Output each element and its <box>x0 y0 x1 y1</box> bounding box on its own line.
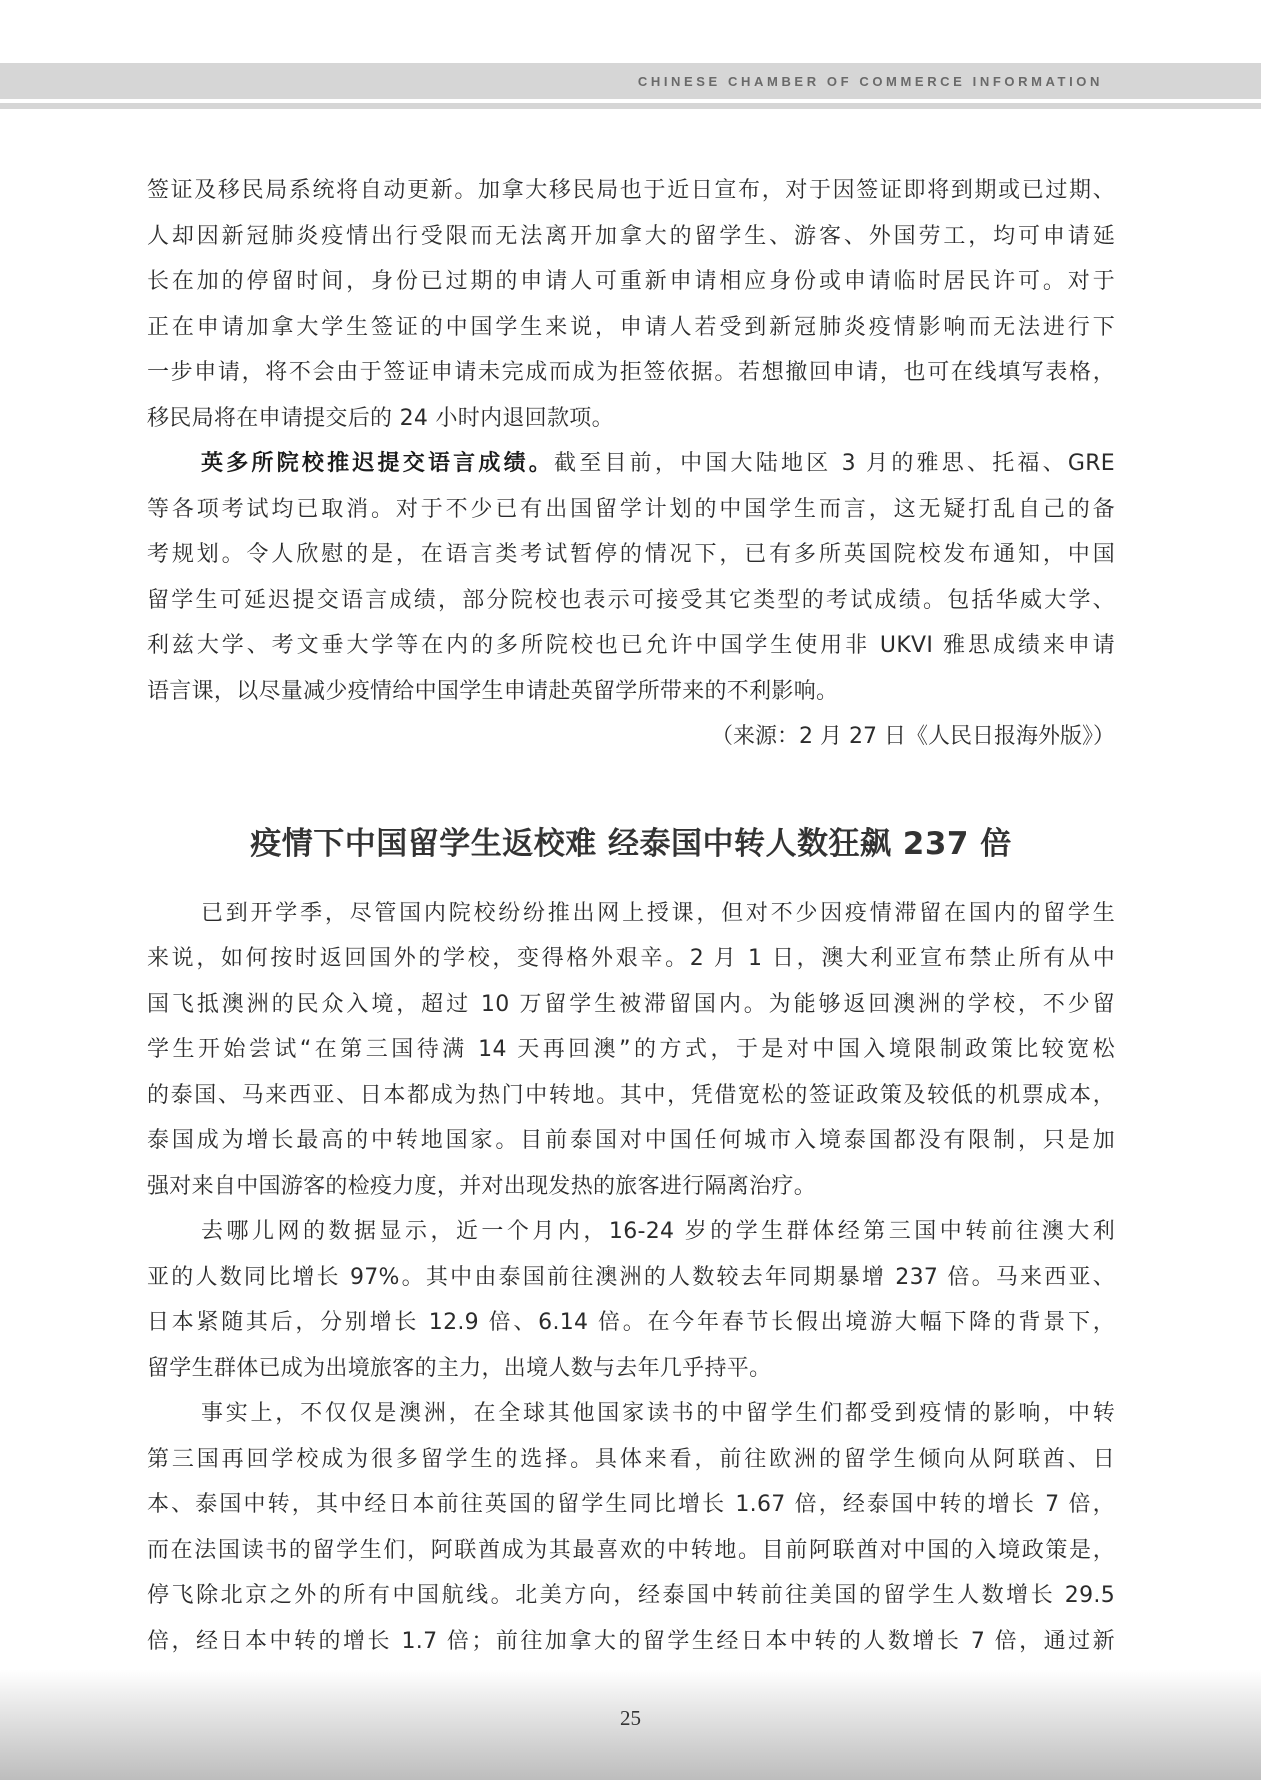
text-line: 人却因新冠肺炎疫情出行受限而无法离开加拿大的留学生、游客、外国劳工，均可申请延 <box>147 223 1115 249</box>
text-line <box>147 441 1115 487</box>
text-line: 留学生群体已成为出境旅客的主力，出境人数与去年几乎持平。 <box>147 1355 772 1381</box>
text-line: 泰国成为增长最高的中转地国家。目前泰国对中国任何城市入境泰国都没有限制，只是加 <box>147 1128 1115 1153</box>
text-line: 本、泰国中转，其中经日本前往英国的留学生同比增长 1.67 倍，经泰国中转的增长 7 倍， <box>147 1492 1115 1517</box>
text-line: 正在申请加拿大学生签证的中国学生来说，申请人若受到新冠肺炎疫情影响而无法进行下 <box>147 314 1115 340</box>
text-line: 强对来自中国游客的检疫力度，并对出现发热的旅客进行隔离治疗。 <box>147 1173 817 1199</box>
text-line: 国飞抵澳洲的民众入境，超过 10 万留学生被滞留国内。为能够返回澳洲的学校，不少留 <box>147 991 1115 1017</box>
text-line: 日本紧随其后，分别增长 12.9 倍、6.14 倍。在今年春节长假出境游大幅下降的背景下， <box>147 1310 1115 1335</box>
paragraph-article-1 <box>147 891 1115 1210</box>
text-line: 移民局将在申请提交后的 24 小时内退回款项。 <box>147 405 614 431</box>
text-line: 等各项考试均已取消。对于不少已有出国留学计划的中国学生而言，这无疑打乱自己的备 <box>147 496 1115 522</box>
text-line: 考规划。令人欣慰的是，在语言类考试暂停的情况下，已有多所英国院校发布通知，中国 <box>147 542 1115 567</box>
text-line: 学生开始尝试“在第三国待满 14 天再回澳”的方式，于是对中国入境限制政策比较宽松 <box>147 1037 1115 1062</box>
text-span: 截至目前，中国大陆地区 3 月的雅思、托福、GRE <box>554 451 1115 476</box>
text-line: 签证及移民局系统将自动更新。加拿大移民局也于近日宣布，对于因签证即将到期或已过期、 <box>147 178 1115 203</box>
page-content <box>147 168 1115 1664</box>
running-header: CHINESE CHAMBER OF COMMERCE INFORMATION <box>637 74 1103 89</box>
text-line: 语言课，以尽量减少疫情给中国学生申请赴英留学所带来的不利影响。 <box>147 678 839 704</box>
article-title: 疫情下中国留学生返校难 经泰国中转人数狂飙 237 倍 <box>250 825 1012 862</box>
text-line: 停飞除北京之外的所有中国航线。北美方向，经泰国中转前往美国的留学生人数增长 29.5 <box>147 1583 1115 1608</box>
page-number: 25 <box>620 1706 641 1730</box>
source-citation: （来源：2 月 27 日《人民日报海外版》） <box>711 724 1115 749</box>
text-line: 倍，经日本中转的增长 1.7 倍；前往加拿大的留学生经日本中转的人数增长 7 倍，通过新 <box>147 1628 1115 1654</box>
paragraph-article-2 <box>147 1209 1115 1391</box>
text-line: 事实上，不仅仅是澳洲，在全球其他国家读书的中留学生们都受到疫情的影响，中转 <box>201 1401 1115 1426</box>
paragraph-uk-language-scores <box>147 441 1115 714</box>
paragraph-lead-heading: 英多所院校推迟提交语言成绩。 <box>201 451 555 476</box>
paragraph-visa-update <box>147 168 1115 441</box>
text-line: 已到开学季，尽管国内院校纷纷推出网上授课，但对不少因疫情滞留在国内的留学生 <box>201 900 1115 926</box>
text-line: 一步申请，将不会由于签证申请未完成而成为拒签依据。若想撤回申请，也可在线填写表格， <box>147 360 1115 385</box>
text-line: 利兹大学、考文垂大学等在内的多所院校也已允许中国学生使用非 UKVI 雅思成绩来申请 <box>147 633 1115 658</box>
text-line: 长在加的停留时间，身份已过期的申请人可重新申请相应身份或申请临时居民许可。对于 <box>147 269 1115 294</box>
text-line: 来说，如何按时返回国外的学校，变得格外艰辛。2 月 1 日，澳大利亚宣布禁止所有从中 <box>147 946 1115 971</box>
text-line: 去哪儿网的数据显示，近一个月内，16-24 岁的学生群体经第三国中转前往澳大利 <box>201 1219 1115 1244</box>
text-line: 的泰国、马来西亚、日本都成为热门中转地。其中，凭借宽松的签证政策及较低的机票成本， <box>147 1082 1115 1108</box>
text-line: 第三国再回学校成为很多留学生的选择。具体来看，前往欧洲的留学生倾向从阿联酋、日 <box>147 1446 1115 1472</box>
text-line: 而在法国读书的留学生们，阿联酋成为其最喜欢的中转地。目前阿联酋对中国的入境政策是， <box>147 1537 1115 1563</box>
paragraph-article-3 <box>147 1391 1115 1664</box>
text-line: 留学生可延迟提交语言成绩，部分院校也表示可接受其它类型的考试成绩。包括华威大学、 <box>147 587 1115 613</box>
header-rule <box>0 103 1261 109</box>
text-line: 亚的人数同比增长 97%。其中由泰国前往澳洲的人数较去年同期暴增 237 倍。马来西亚、 <box>147 1264 1115 1290</box>
